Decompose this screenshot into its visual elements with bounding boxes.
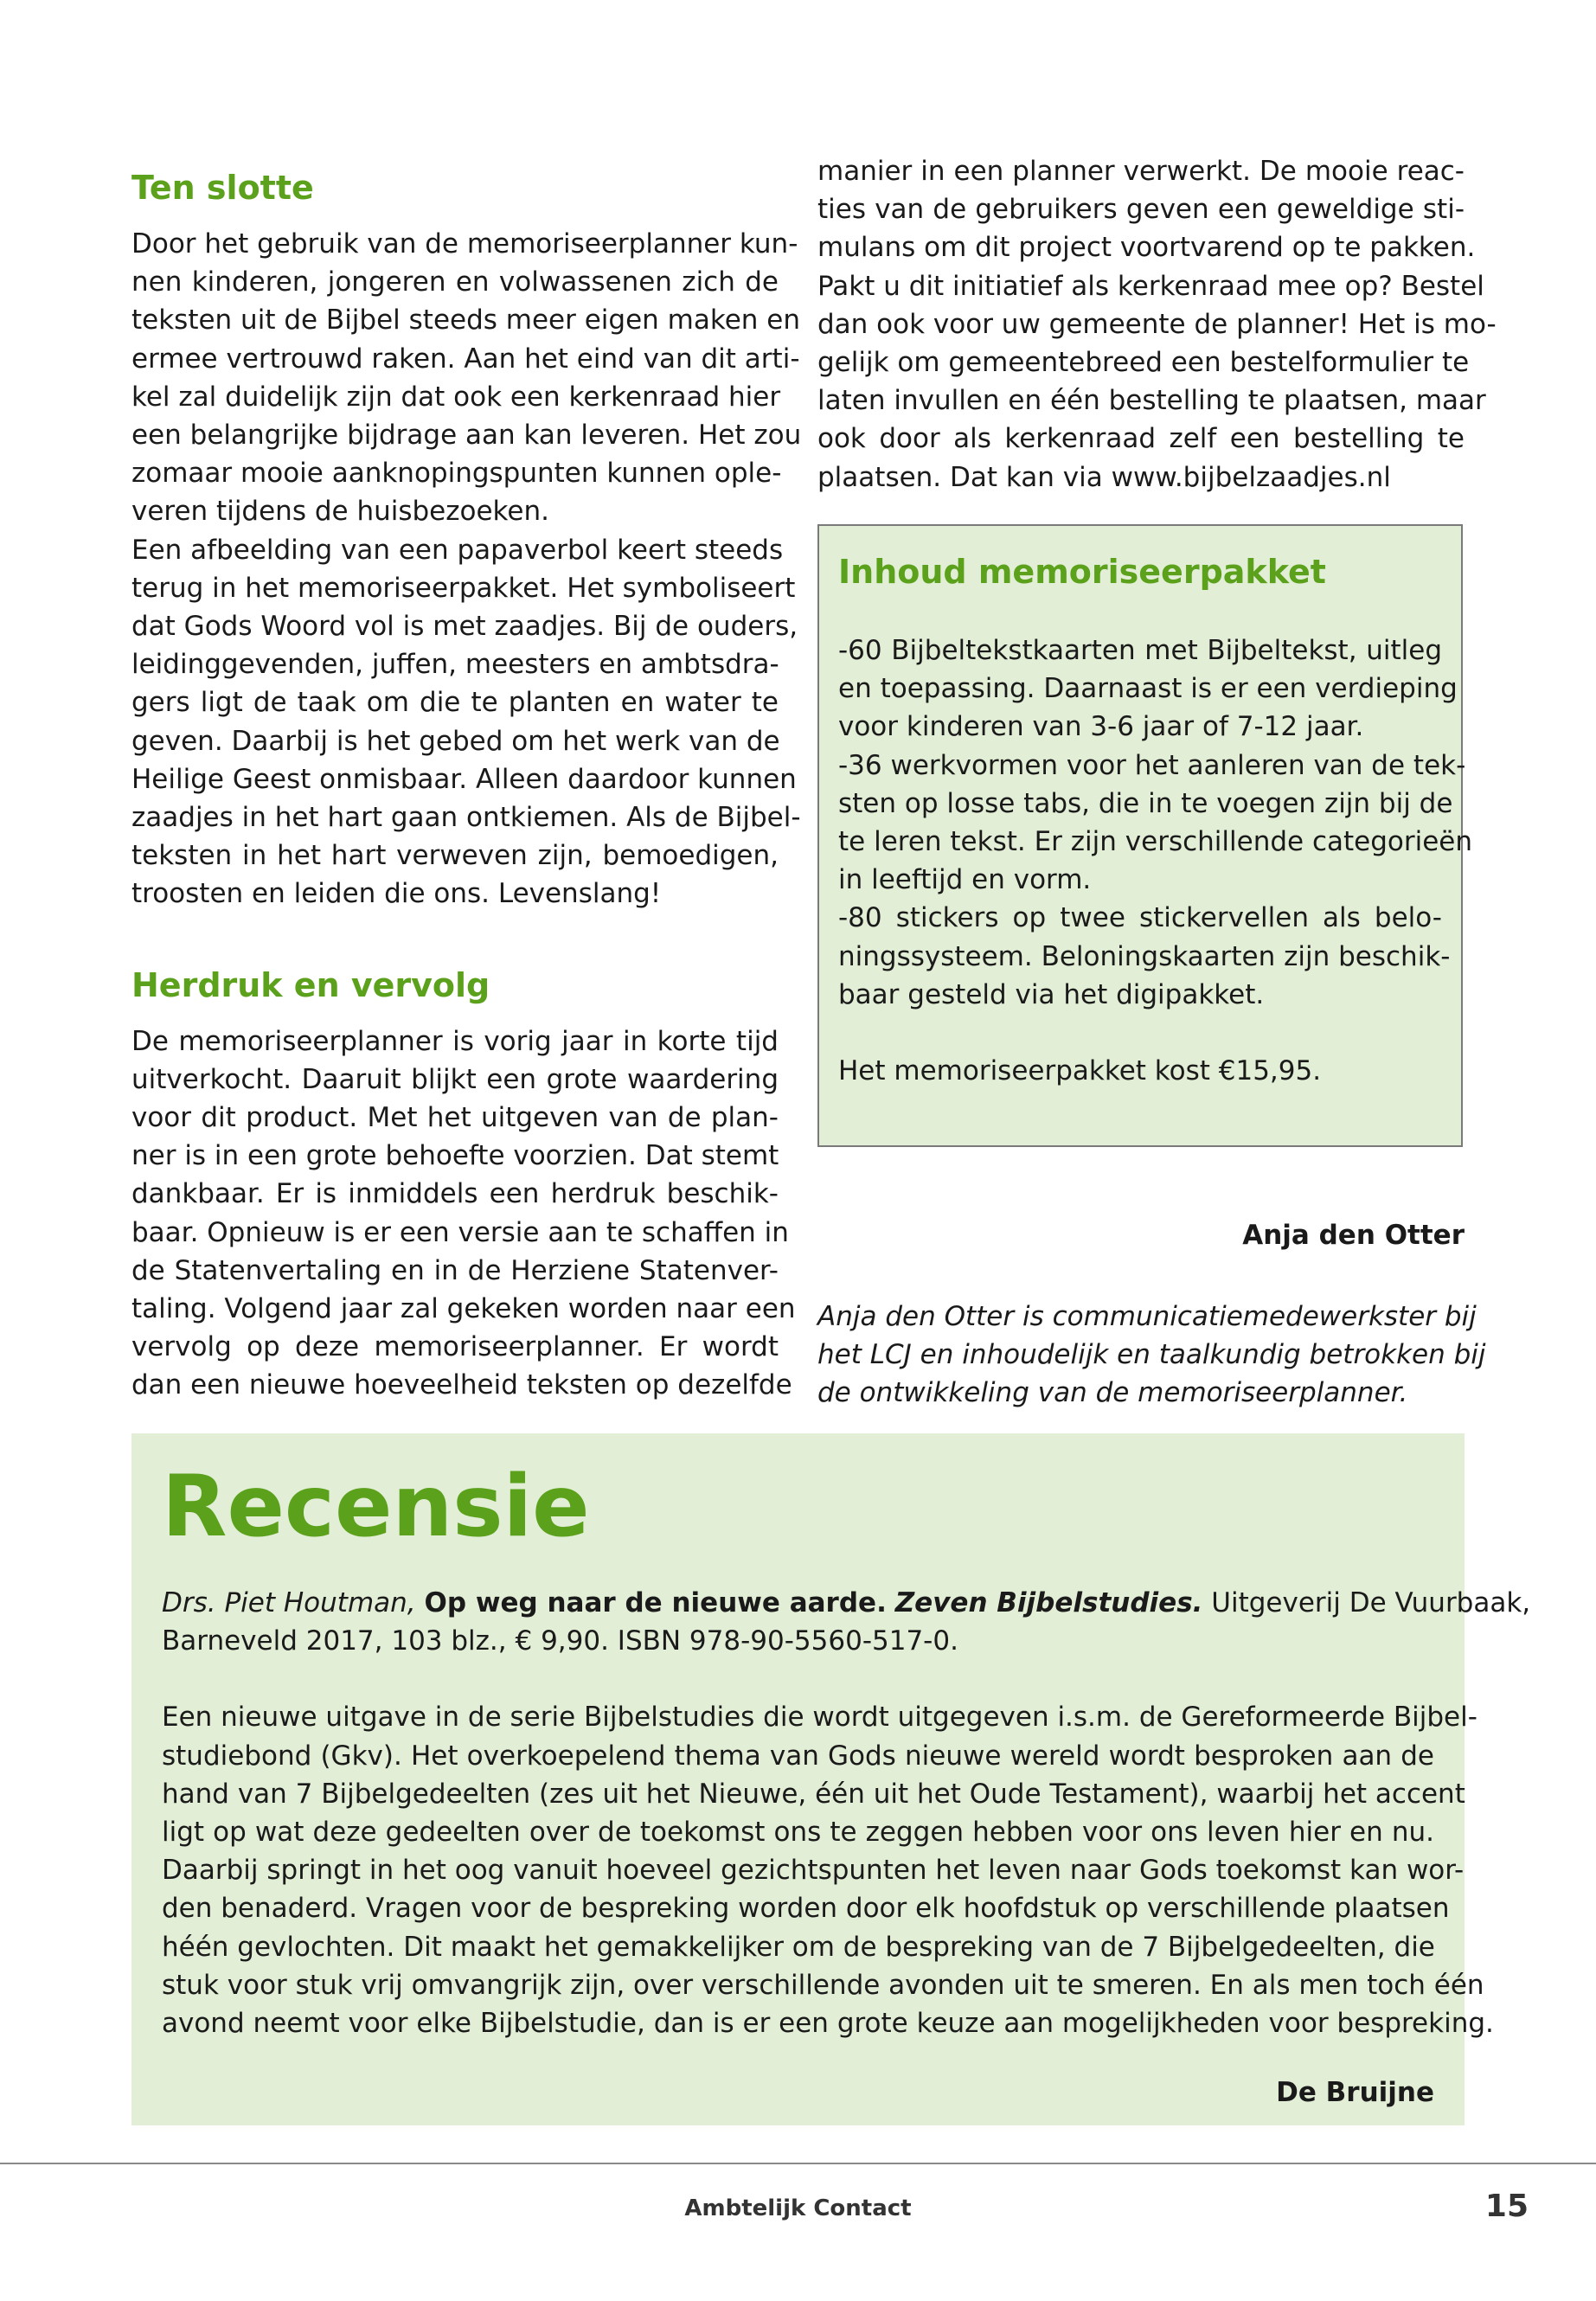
- box-heading: Inhoud memoriseerpakket: [838, 553, 1326, 591]
- text-line: dan ook voor uw gemeente de planner! Het is mo-: [817, 308, 1497, 340]
- biblio-author: Drs. Piet Houtman,: [162, 1587, 416, 1618]
- text-line: Heilige Geest onmisbaar. Alleen daardoor kunnen: [131, 763, 797, 795]
- text-line: uitverkocht. Daaruit blijkt een grote waardering: [131, 1063, 779, 1095]
- text-line: ningssysteem. Beloningskaarten zijn beschik-: [838, 940, 1451, 972]
- footer-divider: [0, 2163, 1596, 2164]
- text-line: dan een nieuwe hoeveelheid teksten op dezelfde: [131, 1369, 792, 1401]
- text-line: -36 werkvormen voor het aanleren van de tek-: [838, 749, 1466, 781]
- box-item-3: [838, 899, 1451, 1014]
- paragraph-ten-slotte-2: [131, 531, 801, 913]
- text-line: ner is in een grote behoefte voorzien. Dat stemt: [131, 1140, 779, 1172]
- page-number: 15: [1484, 2189, 1529, 2224]
- text-line: ties van de gebruikers geven een geweldige sti-: [817, 194, 1465, 226]
- text-line: kel zal duidelijk zijn dat ook een kerkenraad hier: [131, 381, 781, 413]
- text-line: baar gesteld via het digipakket.: [838, 978, 1265, 1010]
- text-line: stuk voor stuk vrij omvangrijk zijn, over verschillende avonden uit te smeren. En als men toch één: [162, 1969, 1484, 2001]
- box-item-1: [838, 631, 1458, 747]
- text-line: en toepassing. Daarnaast is er een verdieping: [838, 673, 1458, 705]
- text-line: hand van 7 Bijbelgedeelten (zes uit het Nieuwe, één uit het Oude Testament), waarbij het accent: [162, 1778, 1465, 1810]
- text-line: zaadjes in het hart gaan ontkiemen. Als de Bijbel-: [131, 802, 801, 834]
- section-heading-herdruk: Herdruk en vervolg: [131, 965, 490, 1004]
- text-line: Anja den Otter is communicatiemedewerkster bij: [817, 1301, 1477, 1332]
- box-item-2: [838, 747, 1473, 900]
- text-line: héén gevlochten. Dit maakt het gemakkelijker om de bespreking van de 7 Bijbelgedeelten, die: [162, 1931, 1435, 1963]
- text-line: vervolg op deze memoriseerplanner. Er wordt: [131, 1331, 779, 1363]
- biblio-line-2: Barneveld 2017, 103 blz., € 9,90. ISBN 978-90-5560-517-0.: [162, 1625, 958, 1657]
- text-line: ook door als kerkenraad zelf een bestelling te: [817, 423, 1465, 455]
- text-line: dankbaar. Er is inmiddels een herdruk beschik-: [131, 1178, 779, 1210]
- text-line: taling. Volgend jaar zal gekeken worden naar een: [131, 1293, 796, 1325]
- text-line: ligt op wat deze gedeelten over de toekomst ons te zeggen hebben voor ons leven hier en nu.: [162, 1817, 1434, 1849]
- text-line: nen kinderen, jongeren en volwassenen zich de: [131, 266, 779, 298]
- text-line: den benaderd. Vragen voor de bespreking worden door elk hoofdstuk op verschillende plaatsen: [162, 1893, 1450, 1925]
- memoriseerpakket-box: [817, 524, 1473, 1147]
- text-line: Een nieuwe uitgave in de serie Bijbelstudies die wordt uitgegeven i.s.m. de Gereformeerde Bijbel-: [162, 1702, 1477, 1734]
- text-line: laten invullen en één bestelling te plaatsen, maar: [817, 385, 1486, 417]
- right-column: [817, 152, 1497, 497]
- left-column: [131, 157, 802, 1405]
- review-body: [162, 1698, 1494, 2042]
- biblio-title: Op weg naar de nieuwe aarde.: [424, 1587, 887, 1618]
- review-section: [131, 1433, 1531, 2125]
- text-line: teksten uit de Bijbel steeds meer eigen maken en: [131, 304, 800, 336]
- author-bio: [817, 1298, 1486, 1413]
- biblio-line-1: [162, 1584, 1531, 1622]
- text-line: Daarbij springt in het oog vanuit hoeveel gezichtspunten het leven naar Gods toekomst kan wor-: [162, 1855, 1465, 1887]
- text-line: gelijk om gemeentebreed een bestelformulier te: [817, 347, 1470, 379]
- review-title: Recensie: [162, 1458, 590, 1556]
- biblio-publisher: Uitgeverij De Vuurbaak,: [1211, 1587, 1531, 1618]
- text-line: troosten en leiden die ons. Levenslang!: [131, 878, 662, 910]
- text-line: Pakt u dit initiatief als kerkenraad mee op? Bestel: [817, 270, 1484, 302]
- text-line: in leeftijd en vorm.: [838, 864, 1092, 896]
- text-line: veren tijdens de huisbezoeken.: [131, 496, 549, 528]
- text-line: studiebond (Gkv). Het overkoepelend thema van Gods nieuwe wereld wordt besproken aan de: [162, 1740, 1434, 1772]
- text-line: Door het gebruik van de memoriseerplanner kun-: [131, 228, 798, 260]
- text-line: de ontwikkeling van de memoriseerplanner.: [817, 1377, 1408, 1409]
- text-line: het LCJ en inhoudelijk en taalkundig betrokken bij: [817, 1339, 1486, 1371]
- text-line: avond neemt voor elke Bijbelstudie, dan is er een grote keuze aan mogelijkheden voor bespreking.: [162, 2008, 1494, 2040]
- author-byline: Anja den Otter: [1242, 1220, 1465, 1251]
- text-line: terug in het memoriseerpakket. Het symboliseert: [131, 572, 796, 604]
- paragraph-herdruk: [131, 1022, 796, 1405]
- box-price: Het memoriseerpakket kost €15,95.: [838, 1055, 1322, 1087]
- text-line: Een afbeelding van een papaverbol keert steeds: [131, 534, 784, 566]
- biblio-subtitle: Zeven Bijbelstudies.: [894, 1587, 1203, 1618]
- text-line: voor dit product. Met het uitgeven van de plan-: [131, 1102, 779, 1134]
- text-line: ermee vertrouwd raken. Aan het eind van dit arti-: [131, 343, 800, 375]
- section-heading-ten-slotte: Ten slotte: [131, 169, 314, 207]
- text-line: sten op losse tabs, die in te voegen zijn bij de: [838, 787, 1453, 819]
- text-line: geven. Daarbij is het gebed om het werk van de: [131, 725, 780, 757]
- reviewer-name: De Bruijne: [1276, 2077, 1434, 2109]
- text-line: -80 stickers op twee stickervellen als belo-: [838, 902, 1442, 934]
- text-line: een belangrijke bijdrage aan kan leveren. Het zou: [131, 420, 802, 452]
- text-line: manier in een planner verwerkt. De mooie reac-: [817, 156, 1465, 187]
- footer-publication: Ambtelijk Contact: [684, 2195, 912, 2221]
- text-line: de Statenvertaling en in de Herziene Statenver-: [131, 1254, 779, 1286]
- text-line: -60 Bijbeltekstkaarten met Bijbeltekst, uitleg: [838, 635, 1442, 666]
- text-line: teksten in het hart verweven zijn, bemoedigen,: [131, 840, 779, 872]
- text-line: baar. Opnieuw is er een versie aan te schaffen in: [131, 1216, 789, 1248]
- text-line: voor kinderen van 3-6 jaar of 7-12 jaar.: [838, 711, 1364, 743]
- text-line: te leren tekst. Er zijn verschillende categorieën: [838, 826, 1473, 858]
- text-line: mulans om dit project voortvarend op te pakken.: [817, 232, 1476, 264]
- text-line: zomaar mooie aanknopingspunten kunnen ople-: [131, 458, 782, 490]
- paragraph-continuation: [817, 152, 1497, 497]
- paragraph-ten-slotte-1: [131, 225, 802, 531]
- text-line: De memoriseerplanner is vorig jaar in korte tijd: [131, 1025, 779, 1057]
- review-bibliography: [162, 1584, 1531, 1660]
- text-line: dat Gods Woord vol is met zaadjes. Bij de ouders,: [131, 611, 798, 643]
- text-line: gers ligt de taak om die te planten en water te: [131, 687, 779, 719]
- text-line: leidinggevenden, juffen, meesters en ambtsdra-: [131, 649, 779, 681]
- text-line: plaatsen. Dat kan via www.bijbelzaadjes.nl: [817, 461, 1391, 493]
